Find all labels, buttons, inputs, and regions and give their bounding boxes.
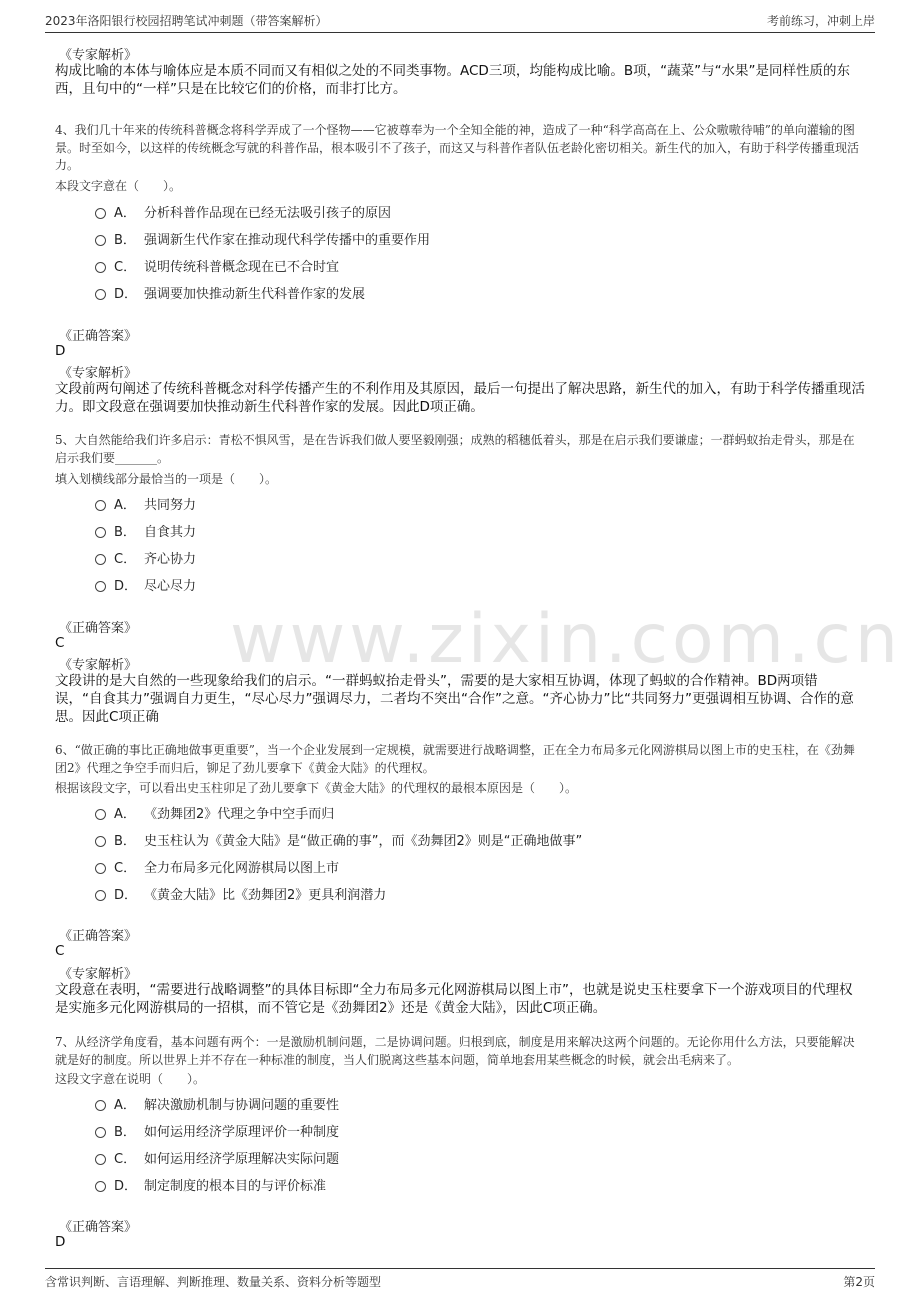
radio-icon[interactable] [95,1154,106,1165]
option-d[interactable]: D． 尽心尽力 [95,575,196,595]
question-prompt: 本段文字意在（ ）。 [55,179,182,193]
option-d[interactable]: D． 《黄金大陆》比《劲舞团2》更具利润潜力 [95,884,386,904]
watermark: www.zixin.com.cn [230,600,902,679]
analysis-label: 《专家解析》 [59,658,138,673]
option-a[interactable]: A． 共同努力 [95,494,196,514]
option-c[interactable]: C． 全力布局多元化网游棋局以图上市 [95,857,339,877]
radio-icon[interactable] [95,836,106,847]
answer-value: D [55,343,66,359]
radio-icon[interactable] [95,1100,106,1111]
analysis-text: 文段意在表明，“需要进行战略调整”的具体目标即“全力布局多元化网游棋局以图上市”，也就是说史玉柱要拿下一个游戏项目的代理权是实施多元化网游棋局的一招棋，而不管它是《劲舞团2》还是《黄金大陆》，因此C项正确。 [55,982,853,1016]
radio-icon[interactable] [95,289,106,300]
question-prompt: 填入划横线部分最恰当的一项是（ ）。 [55,472,278,486]
page-header [45,10,875,33]
analysis-text: 文段讲的是大自然的一些现象给我们的启示。“一群蚂蚁抬走骨头”，需要的是大家相互协调，体现了蚂蚁的合作精神。BD两项错误，“自食其力”强调自力更生，“尽心尽力”强调尽力，二者均不突出“合作”之意。“齐心协力”比“共同努力”更强调相互协调、合作的意思。因此C项正确 [55,673,854,725]
radio-icon[interactable] [95,500,106,511]
option-c[interactable]: C． 说明传统科普概念现在已不合时宜 [95,256,339,276]
radio-icon[interactable] [95,581,106,592]
analysis-label: 《专家解析》 [59,48,138,63]
option-b[interactable]: B． 自食其力 [95,521,196,541]
question-prompt: 根据该段文字，可以看出史玉柱卯足了劲儿要拿下《黄金大陆》的代理权的最根本原因是（ ）。 [55,781,578,795]
option-a[interactable]: A． 《劲舞团2》代理之争中空手而归 [95,803,334,823]
question-text: 5、大自然能给我们许多启示：青松不惧风雪，是在告诉我们做人要坚毅刚强；成熟的稻穗低着头，那是在启示我们要谦虚；一群蚂蚁抬走骨头，那是在启示我们要_______。 [55,433,855,465]
question-text: 6、“做正确的事比正确地做事更重要”，当一个企业发展到一定规模，就需要进行战略调整，正在全力布局多元化网游棋局以图上市的史玉柱，在《劲舞团2》代理之争空手而归后，铆足了劲儿要拿下《黄金大陆》的代理权。 [55,743,855,775]
option-d[interactable]: D． 强调要加快推动新生代科普作家的发展 [95,283,365,303]
question-prompt: 这段文字意在说明（ ）。 [55,1072,206,1086]
analysis-text: 文段前两句阐述了传统科普概念对科学传播产生的不利作用及其原因，最后一句提出了解决思路，新生代的加入，有助于科学传播重现活力。即文段意在强调要加快推动新生代科普作家的发展。因此D项正确。 [55,381,865,415]
option-d[interactable]: D． 制定制度的根本目的与评价标准 [95,1175,326,1195]
document-title: 2023年洛阳银行校园招聘笔试冲刺题（带答案解析） [45,14,328,28]
header-slogan: 考前练习，冲刺上岸 [766,14,875,28]
radio-icon[interactable] [95,262,106,273]
analysis-label: 《专家解析》 [59,366,138,381]
answer-value: C [55,943,65,959]
radio-icon[interactable] [95,208,106,219]
radio-icon[interactable] [95,863,106,874]
radio-icon[interactable] [95,809,106,820]
question-text: 4、我们几十年来的传统科普概念将科学弄成了一个怪物——它被尊奉为一个全知全能的神，造成了一种“科学高高在上、公众嗷嗷待哺”的单向灌输的图景。时至如今，以这样的传统概念写就的科普作品，根本吸引不了孩子，而这又与科普作者队伍老龄化密切相关。新生代的加入，有助于科学传播重现活力。 [55,123,860,172]
answer-label: 《正确答案》 [59,929,138,944]
answer-label: 《正确答案》 [59,621,138,636]
answer-label: 《正确答案》 [59,329,138,344]
answer-label: 《正确答案》 [59,1220,138,1235]
radio-icon[interactable] [95,527,106,538]
radio-icon[interactable] [95,1127,106,1138]
option-b[interactable]: B． 史玉柱认为《黄金大陆》是“做正确的事”，而《劲舞团2》则是“正确地做事” [95,830,582,850]
option-c[interactable]: C． 齐心协力 [95,548,196,568]
analysis-text: 构成比喻的本体与喻体应是本质不同而又有相似之处的不同类事物。ACD三项，均能构成比喻。B项，“蔬菜”与“水果”是同样性质的东西，且句中的“一样”只是在比较它们的价格，而非打比方。 [55,63,851,97]
page-number: 第2页 [843,1275,875,1289]
radio-icon[interactable] [95,554,106,565]
footer-note: 含常识判断、言语理解、判断推理、数量关系、资料分析等题型 [45,1275,382,1289]
option-c[interactable]: C． 如何运用经济学原理解决实际问题 [95,1148,339,1168]
radio-icon[interactable] [95,890,106,901]
question-text: 7、从经济学角度看，基本问题有两个：一是激励机制问题，二是协调问题。归根到底，制度是用来解决这两个问题的。无论你用什么方法，只要能解决就是好的制度。所以世界上并不存在一种标准的制度，当人们脱离这些基本问题，简单地套用某些概念的时候，就会出毛病来了。 [55,1035,855,1067]
option-a[interactable]: A． 分析科普作品现在已经无法吸引孩子的原因 [95,202,391,222]
option-b[interactable]: B． 强调新生代作家在推动现代科学传播中的重要作用 [95,229,430,249]
radio-icon[interactable] [95,1181,106,1192]
page-footer [45,1268,875,1291]
radio-icon[interactable] [95,235,106,246]
option-b[interactable]: B． 如何运用经济学原理评价一种制度 [95,1121,339,1141]
answer-value: D [55,1234,66,1250]
analysis-label: 《专家解析》 [59,967,138,982]
answer-value: C [55,635,65,651]
option-a[interactable]: A． 解决激励机制与协调问题的重要性 [95,1094,339,1114]
